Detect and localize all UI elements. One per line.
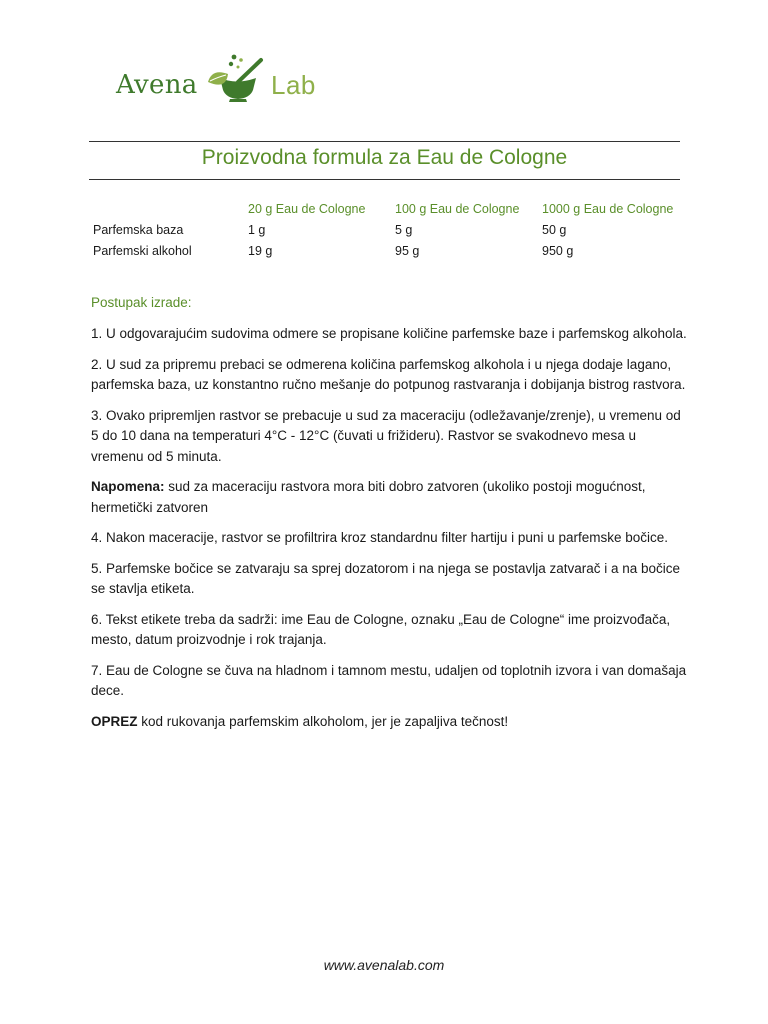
- note-paragraph: [91, 477, 691, 518]
- cell-1000g: 950 g: [542, 243, 574, 258]
- cell-20g: 1 g: [248, 222, 266, 237]
- title-bottom-rule: [89, 179, 680, 180]
- formula-table: [89, 198, 682, 261]
- logo-word-avena: Avena: [116, 70, 198, 100]
- step-paragraph: 7. Eau de Cologne se čuva na hladnom i tamnom mestu, udaljen od toplotnih izvora i van domašaja dece.: [91, 662, 687, 698]
- footer-website-link[interactable]: www.avenalab.com: [323, 957, 445, 973]
- note-label: Napomena:: [91, 479, 165, 494]
- row-label: Parfemski alkohol: [93, 243, 192, 258]
- logo-word-lab: Lab: [271, 70, 316, 100]
- column-header-100g: 100 g Eau de Cologne: [395, 201, 520, 216]
- page-title: Proizvodna formula za Eau de Cologne: [201, 146, 568, 169]
- table-row: [89, 240, 682, 261]
- warning-paragraph: [91, 712, 691, 733]
- warning-text: kod rukovanja parfemskim alkoholom, jer je zapaljiva tečnost!: [137, 713, 509, 729]
- note-text: sud za maceraciju rastvora mora biti dobro zatvoren (ukoliko postoji mogućnost, hermetički zatvoren: [91, 479, 646, 515]
- step-paragraph: 4. Nakon maceracije, rastvor se profiltrira kroz standardnu filter hartiju i puni u parfemske bočice.: [91, 530, 668, 545]
- column-header-empty: [89, 198, 248, 219]
- procedure-heading: Postupak izrade:: [91, 295, 192, 310]
- step-paragraph: 5. Parfemske bočice se zatvaraju sa sprej dozatorom i na njega se postavlja zatvarač i a na bočice se stavlja etiketa.: [91, 560, 681, 596]
- row-label: Parfemska baza: [93, 222, 184, 237]
- cell-20g: 19 g: [248, 243, 273, 258]
- cell-100g: 95 g: [395, 243, 420, 258]
- table-header-row: [89, 198, 682, 219]
- column-header-1000g: 1000 g Eau de Cologne: [542, 201, 674, 216]
- title-top-rule: [89, 141, 680, 142]
- mortar-pestle-leaf-icon: [206, 52, 268, 104]
- step-paragraph: 3. Ovako pripremljen rastvor se prebacuje u sud za maceraciju (odležavanje/zrenje), u vremenu od 5 do 10 dana na temperaturi 4°C - 12°C (čuvati u frižideru). Rastvor se svakodnevo mesa u vremenu od 5 minuta.: [91, 407, 681, 464]
- step-paragraph: 2. U sud za pripremu prebaci se odmerena količina parfemskog alkohola i u njega dodaje lagano, parfemska baza, uz konstantno ručno mešanje do potpunog rastvaranja i dobijanja bistrog rastvora.: [91, 356, 686, 392]
- step-paragraph: 6. Tekst etikete treba da sadrži: ime Eau de Cologne, oznaku „Eau de Cologne“ ime proizvođača, mesto, datum proizvodnje i rok trajanja.: [91, 611, 671, 647]
- avena-lab-logo: [116, 52, 336, 104]
- cell-100g: 5 g: [395, 222, 413, 237]
- step-paragraph: 1. U odgovarajućim sudovima odmere se propisane količine parfemske baze i parfemskog alkohola.: [91, 326, 687, 341]
- procedure-body: [91, 324, 691, 742]
- column-header-20g: 20 g Eau de Cologne: [248, 201, 366, 216]
- warning-label: OPREZ: [91, 713, 138, 729]
- table-row: [89, 219, 682, 240]
- cell-1000g: 50 g: [542, 222, 567, 237]
